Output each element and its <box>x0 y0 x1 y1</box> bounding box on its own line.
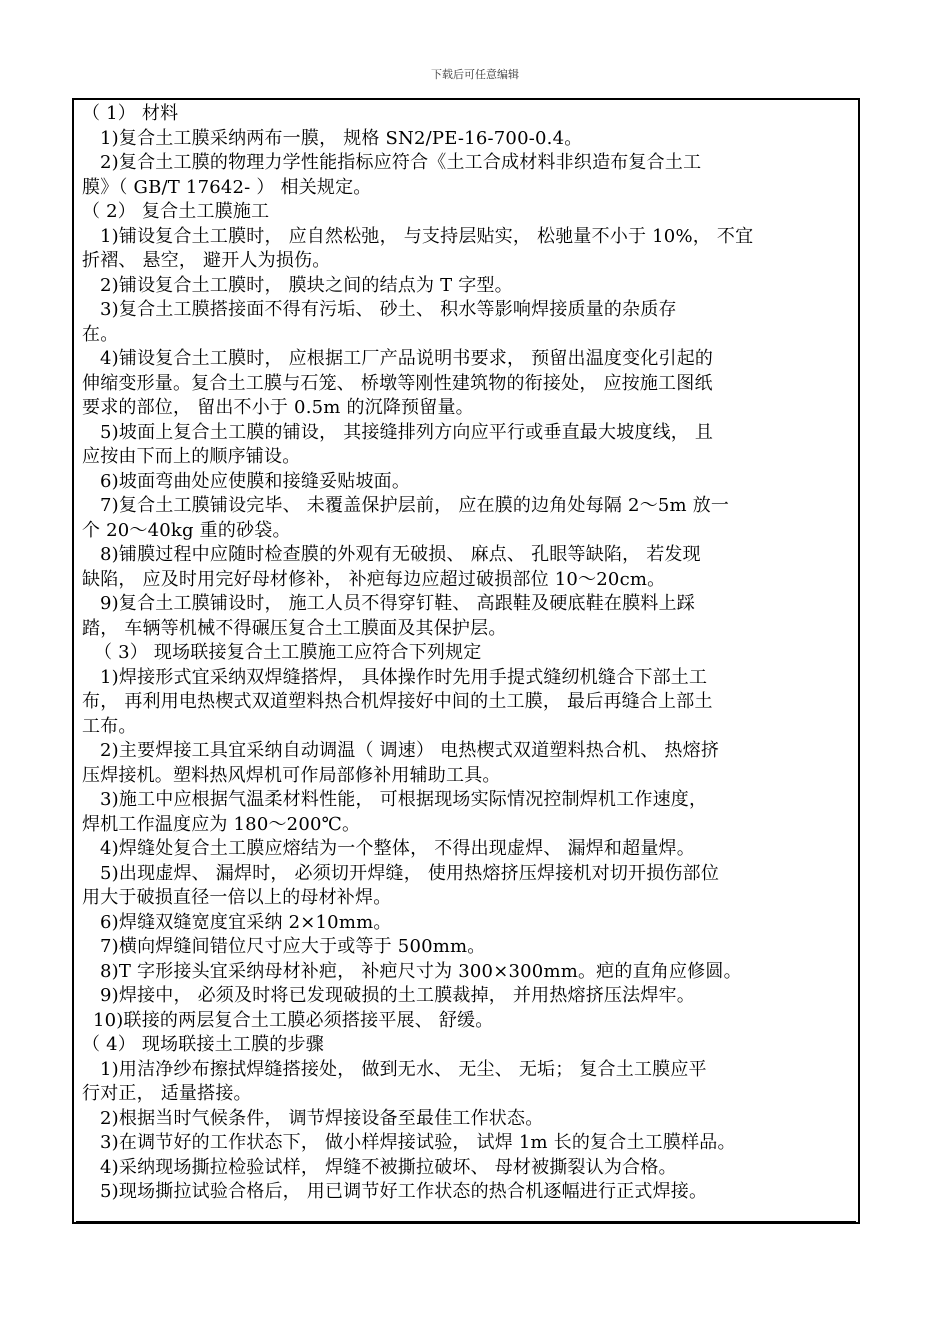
section-heading: （ 4） 现场联接土工膜的步骤 <box>82 1034 324 1055</box>
text-line: 4)焊缝处复合土工膜应熔结为一个整体， 不得出现虚焊、 漏焊和超量焊。 <box>100 838 695 859</box>
text-line: 5)坡面上复合土工膜的铺设， 其接缝排列方向应平行或垂直最大坡度线， 且 <box>100 421 714 443</box>
text-line: 3)在调节好的工作状态下， 做小样焊接试验， 试焊 1m 长的复合土工膜样品。 <box>100 1132 736 1153</box>
section-heading: （ 3） 现场联接复合土工膜施工应符合下列规定 <box>94 642 482 663</box>
page-header-note: 下载后可任意编辑 <box>431 68 519 81</box>
text-line: 布， 再利用电热楔式双道塑料热合机焊接好中间的土工膜， 最后再缝合上部土 <box>82 691 713 712</box>
text-line: 3)复合土工膜搭接面不得有污垢、 砂土、 积水等影响焊接质量的杂质存 <box>100 299 677 320</box>
text-line: 2)铺设复合土工膜时， 膜块之间的结点为 T 字型。 <box>100 274 513 296</box>
text-line: 8)铺膜过程中应随时检查膜的外观有无破损、 麻点、 孔眼等缺陷， 若发现 <box>100 544 701 565</box>
text-line: 2)根据当时气候条件， 调节焊接设备至最佳工作状态。 <box>100 1107 544 1129</box>
text-line: 1)焊接形式宜采纳双焊缝搭焊， 具体操作时先用手提式缝纫机缝合下部土工 <box>100 666 708 688</box>
text-line: 工布。 <box>82 715 137 737</box>
text-line: 焊机工作温度应为 180～200℃。 <box>82 813 361 835</box>
text-line: 2)复合土工膜的物理力学性能指标应符合《土工合成材料非织造布复合土工 <box>100 152 702 173</box>
text-line: 踏， 车辆等机械不得碾压复合土工膜面及其保护层。 <box>82 617 507 639</box>
text-line: 10)联接的两层复合土工膜必须搭接平展、 舒缓。 <box>93 1009 494 1031</box>
document-body <box>82 102 854 1205</box>
text-line: 在。 <box>82 323 119 345</box>
text-line: 行对正， 适量搭接。 <box>82 1083 252 1104</box>
text-line: 2)主要焊接工具宜采纳自动调温（ 调速） 电热楔式双道塑料热合机、 热熔挤 <box>100 740 720 761</box>
document-table-frame <box>72 98 860 1224</box>
section-heading: （ 2） 复合土工膜施工 <box>82 201 270 222</box>
text-line: 5)现场撕拉试验合格后， 用已调节好工作状态的热合机逐幅进行正式焊接。 <box>100 1181 708 1202</box>
text-line: 3)施工中应根据气温柔材料性能， 可根据现场实际情况控制焊机工作速度， <box>100 789 708 810</box>
text-line: 膜》（ GB/T 17642- ） 相关规定。 <box>82 176 372 198</box>
text-line: 个 20～40kg 重的砂袋。 <box>82 519 291 541</box>
text-line: 4)采纳现场撕拉检验试样， 焊缝不被撕拉破坏、 母材被撕裂认为合格。 <box>100 1156 677 1178</box>
text-line: 用大于破损直径一倍以上的母材补焊。 <box>82 887 392 908</box>
text-line: 6)坡面弯曲处应使膜和接缝妥贴坡面。 <box>100 470 411 492</box>
text-line: 5)出现虚焊、 漏焊时， 必须切开焊缝， 使用热熔挤压焊接机对切开损伤部位 <box>100 862 720 884</box>
text-line: 1)铺设复合土工膜时， 应自然松弛， 与支持层贴实， 松驰量不小于 10%， 不宜 <box>100 225 754 247</box>
section-heading: （ 1） 材料 <box>82 103 179 124</box>
text-line: 6)焊缝双缝宽度宜采纳 2×10mm。 <box>100 911 392 933</box>
text-line: 8)T 字形接头宜采纳母材补疤， 补疤尺寸为 300×300mm。疤的直角应修圆。 <box>100 960 742 982</box>
text-line: 4)铺设复合土工膜时， 应根据工厂产品说明书要求， 预留出温度变化引起的 <box>100 348 714 369</box>
text-line: 9)复合土工膜铺设时， 施工人员不得穿钉鞋、 高跟鞋及硬底鞋在膜料上踩 <box>100 593 695 614</box>
text-line: 伸缩变形量。复合土工膜与石笼、 桥墩等刚性建筑物的衔接处， 应按施工图纸 <box>82 372 713 394</box>
text-line: 缺陷， 应及时用完好母材修补， 补疤每边应超过破损部位 10～20cm。 <box>82 568 666 590</box>
text-line: 应按由下而上的顺序铺设。 <box>82 446 301 467</box>
text-line: 要求的部位， 留出不小于 0.5m 的沉降预留量。 <box>82 397 474 418</box>
text-line: 9)焊接中， 必须及时将已发现破损的土工膜裁掉， 并用热熔挤压法焊牢。 <box>100 985 695 1006</box>
text-line: 1)复合土工膜采纳两布一膜， 规格 SN2/PE-16-700-0.4。 <box>100 127 583 149</box>
text-line: 压焊接机。塑料热风焊机可作局部修补用辅助工具。 <box>82 764 501 786</box>
text-line: 7)横向焊缝间错位尺寸应大于或等于 500mm。 <box>100 936 486 957</box>
text-line: 折褶、 悬空， 避开人为损伤。 <box>82 250 331 271</box>
text-line: 7)复合土工膜铺设完毕、 未覆盖保护层前， 应在膜的边角处每隔 2～5m 放一 <box>100 495 730 516</box>
text-line: 1)用洁净纱布擦拭焊缝搭接处， 做到无水、 无尘、 无垢； 复合土工膜应平 <box>100 1058 707 1080</box>
